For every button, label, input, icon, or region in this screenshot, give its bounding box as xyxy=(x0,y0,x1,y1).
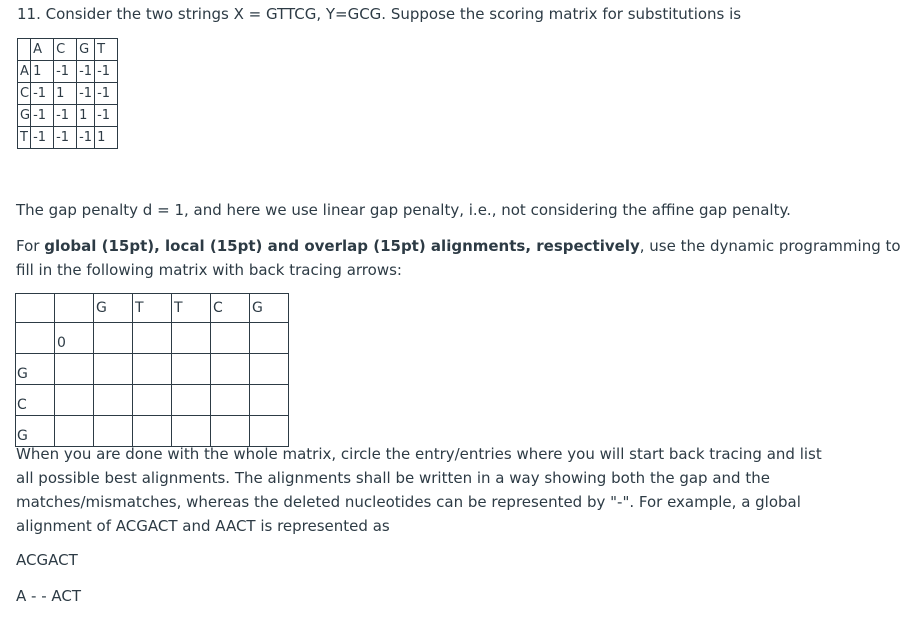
scoring-matrix-table xyxy=(17,38,118,149)
dp-matrix-cell xyxy=(133,385,172,416)
instruction-prefix: For xyxy=(16,237,45,255)
dp-matrix-cell xyxy=(94,323,133,354)
scoring-matrix-cell: -1 xyxy=(31,127,54,149)
gap-penalty-text: The gap penalty d = 1, and here we use linear gap penalty, i.e., not considering the affine gap penalty. xyxy=(16,201,791,219)
scoring-matrix-cell: T xyxy=(95,39,118,61)
scoring-matrix-row xyxy=(18,105,118,127)
question-title: 11. Consider the two strings X = GTTCG, Y=GCG. Suppose the scoring matrix for substitutions is xyxy=(17,5,742,23)
dp-matrix-cell: T xyxy=(172,294,211,323)
scoring-matrix-cell: A xyxy=(18,61,31,83)
dp-matrix-cell xyxy=(211,323,250,354)
dp-matrix-cell xyxy=(133,416,172,447)
scoring-matrix-row xyxy=(18,127,118,149)
dp-matrix-cell xyxy=(55,354,94,385)
scoring-matrix-cell: 1 xyxy=(95,127,118,149)
scoring-matrix-header-row xyxy=(18,39,118,61)
dp-matrix-cell xyxy=(172,354,211,385)
scoring-matrix-cell: -1 xyxy=(95,105,118,127)
scoring-matrix-cell: -1 xyxy=(31,105,54,127)
after-text-line-1: When you are done with the whole matrix, circle the entry/entries where you will start back tracing and list xyxy=(16,445,822,463)
scoring-matrix-cell: 1 xyxy=(54,83,77,105)
dp-matrix-cell xyxy=(55,385,94,416)
dp-matrix-table xyxy=(15,293,289,447)
dp-matrix-cell xyxy=(133,354,172,385)
scoring-matrix-cell: -1 xyxy=(54,127,77,149)
dp-matrix-row xyxy=(16,385,289,416)
scoring-matrix-cell: C xyxy=(54,39,77,61)
dp-matrix-cell xyxy=(250,323,289,354)
dp-matrix-cell: G xyxy=(250,294,289,323)
dp-matrix-cell: C xyxy=(16,385,55,416)
dp-matrix-cell: C xyxy=(211,294,250,323)
scoring-matrix-cell: -1 xyxy=(77,83,95,105)
dp-matrix-cell: G xyxy=(94,294,133,323)
scoring-matrix-row xyxy=(18,61,118,83)
dp-matrix-cell xyxy=(211,385,250,416)
dp-matrix-cell xyxy=(250,385,289,416)
dp-matrix-cell xyxy=(250,354,289,385)
dp-matrix-header-row xyxy=(16,294,289,323)
dp-matrix-cell xyxy=(55,416,94,447)
dp-matrix-cell xyxy=(94,416,133,447)
scoring-matrix-cell: -1 xyxy=(77,61,95,83)
example-alignment-line-2: A - - ACT xyxy=(16,587,82,605)
dp-matrix-row xyxy=(16,416,289,447)
scoring-matrix-cell: -1 xyxy=(54,105,77,127)
scoring-matrix-cell: -1 xyxy=(95,61,118,83)
dp-matrix-cell xyxy=(16,294,55,323)
scoring-matrix-cell: G xyxy=(77,39,95,61)
after-text-line-4: alignment of ACGACT and AACT is represented as xyxy=(16,517,390,535)
dp-matrix-cell xyxy=(16,323,55,354)
dp-matrix-cell: T xyxy=(133,294,172,323)
scoring-matrix-cell: C xyxy=(18,83,31,105)
scoring-matrix-cell: A xyxy=(31,39,54,61)
dp-matrix-cell xyxy=(94,354,133,385)
dp-matrix-row xyxy=(16,323,289,354)
instruction-line-2: fill in the following matrix with back tracing arrows: xyxy=(16,261,402,279)
dp-matrix-cell: G xyxy=(16,416,55,447)
after-text-line-3: matches/mismatches, whereas the deleted nucleotides can be represented by "-". For example, a global xyxy=(16,493,801,511)
scoring-matrix-cell: -1 xyxy=(31,83,54,105)
scoring-matrix-cell: -1 xyxy=(54,61,77,83)
dp-matrix-cell: 0 xyxy=(55,323,94,354)
instruction-suffix: , use the dynamic programming to xyxy=(639,237,901,255)
scoring-matrix-cell: 1 xyxy=(31,61,54,83)
after-text-line-2: all possible best alignments. The alignments shall be written in a way showing both the gap and the xyxy=(16,469,770,487)
scoring-matrix-cell: G xyxy=(18,105,31,127)
dp-matrix-cell xyxy=(211,416,250,447)
instruction-bold: global (15pt), local (15pt) and overlap (15pt) alignments, respectively xyxy=(44,237,640,255)
dp-matrix-cell xyxy=(172,416,211,447)
instruction-line-1 xyxy=(16,236,901,256)
dp-matrix-cell xyxy=(172,385,211,416)
example-alignment-line-1: ACGACT xyxy=(16,551,78,569)
dp-matrix-cell xyxy=(94,385,133,416)
dp-matrix-cell xyxy=(172,323,211,354)
scoring-matrix-row xyxy=(18,83,118,105)
dp-matrix-cell xyxy=(211,354,250,385)
dp-matrix-cell: G xyxy=(16,354,55,385)
scoring-matrix-cell: -1 xyxy=(77,127,95,149)
dp-matrix-cell xyxy=(133,323,172,354)
dp-matrix-cell xyxy=(250,416,289,447)
scoring-matrix-cell: 1 xyxy=(77,105,95,127)
scoring-matrix-cell xyxy=(18,39,31,61)
dp-matrix-cell xyxy=(55,294,94,323)
dp-matrix-row xyxy=(16,354,289,385)
scoring-matrix-cell: -1 xyxy=(95,83,118,105)
scoring-matrix-cell: T xyxy=(18,127,31,149)
